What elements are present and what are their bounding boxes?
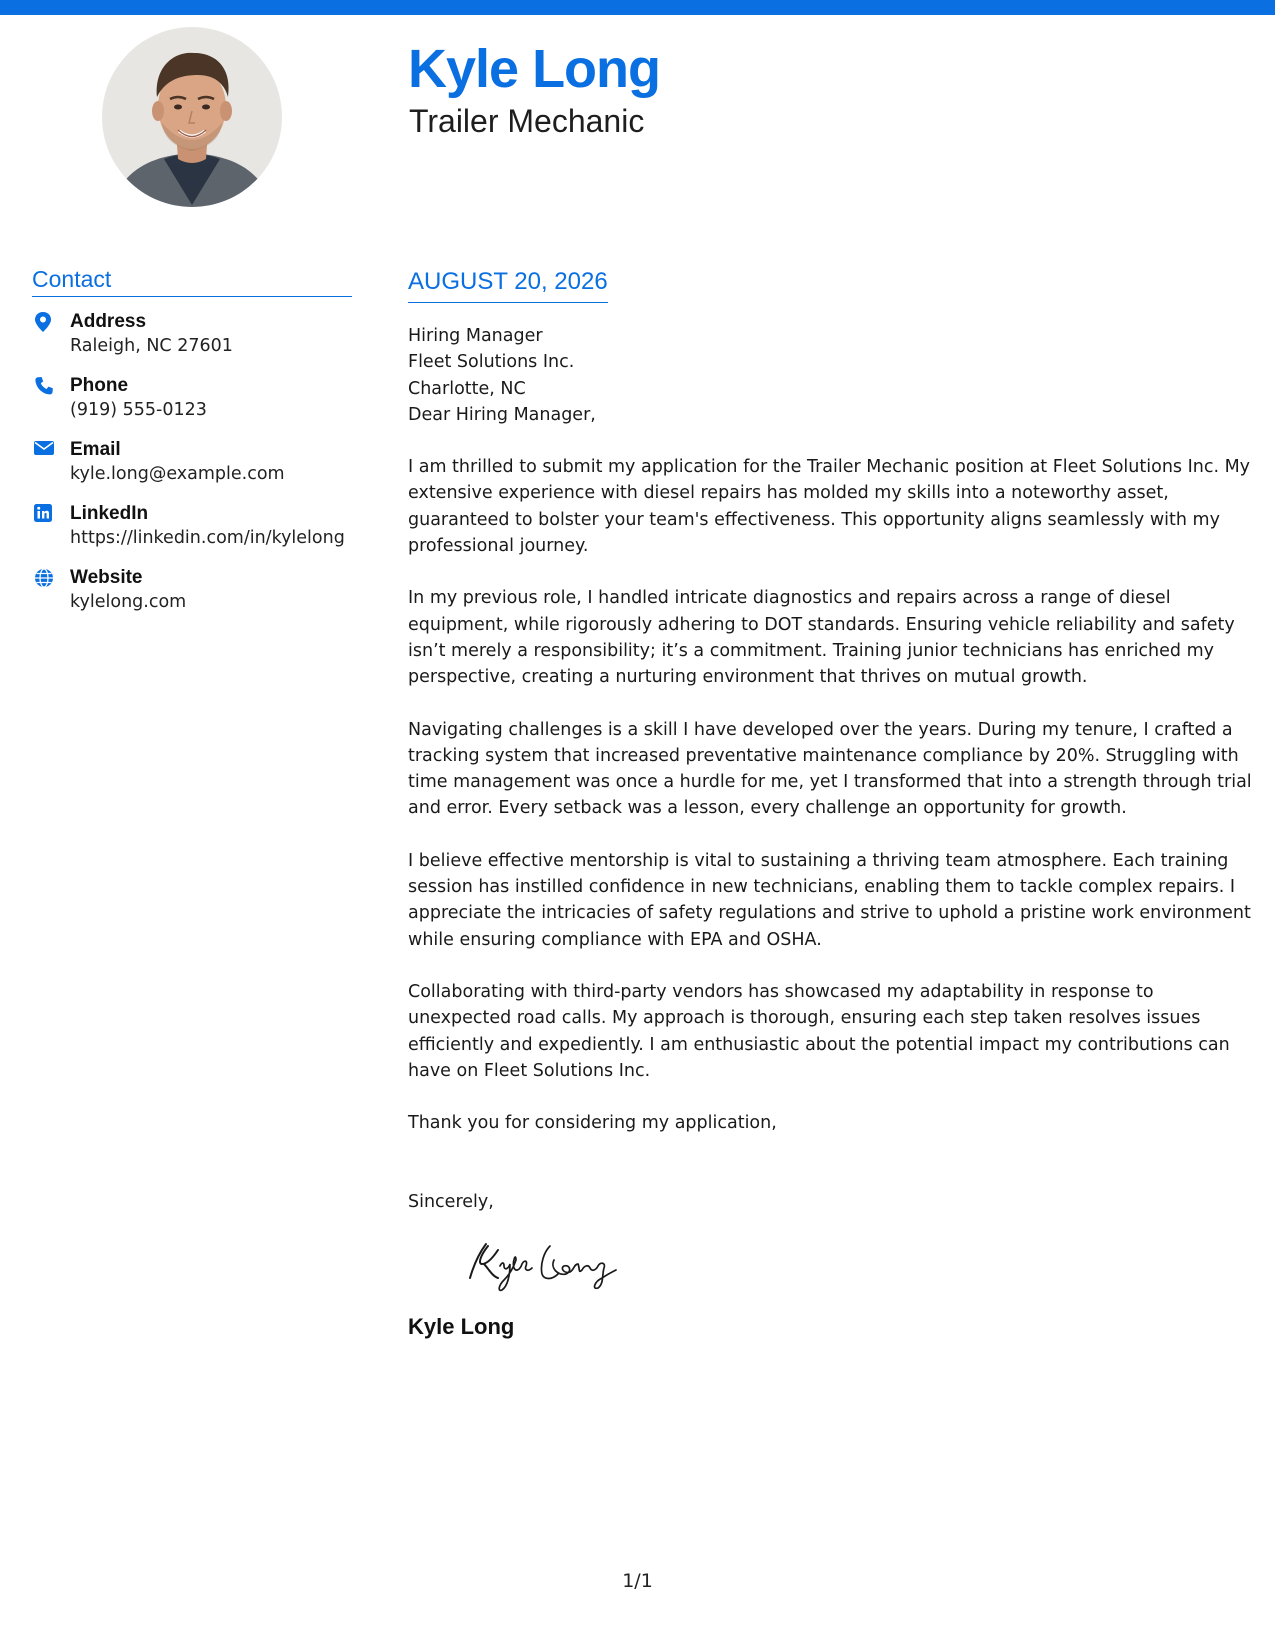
contact-value: Raleigh, NC 27601 — [70, 336, 233, 356]
salutation: Dear Hiring Manager, — [408, 404, 596, 425]
letter-date: AUGUST 20, 2026 — [408, 268, 608, 303]
contact-label: Website — [70, 567, 143, 588]
phone-icon — [32, 374, 70, 423]
recipient-line: Hiring Manager — [408, 326, 543, 346]
contact-linkedin — [32, 502, 352, 551]
applicant-name: Kyle Long — [408, 39, 661, 99]
linkedin-icon — [32, 502, 70, 551]
contact-sidebar — [32, 266, 352, 630]
signer-name: Kyle Long — [408, 1313, 515, 1339]
job-title: Trailer Mechanic — [409, 103, 645, 139]
body-paragraph: Navigating challenges is a skill I have developed over the years. During my tenure, I crafted a tracking system that increased preventative maintenance compliance by 20%. Struggling with time management was once a hurdle for me, yet I transformed that into a strength through trial and error. Every setback was a lesson, every challenge an opportunity for growth. — [408, 719, 1252, 819]
recipient-line: Charlotte, NC — [408, 378, 526, 399]
contact-value[interactable]: kylelong.com — [70, 592, 187, 612]
closing-line: Thank you for considering my application, — [408, 1113, 777, 1134]
sign-off: Sincerely, — [408, 1192, 494, 1213]
contact-website — [32, 566, 352, 615]
contact-heading: Contact — [32, 266, 352, 297]
contact-email — [32, 438, 352, 487]
map-pin-icon — [32, 310, 70, 359]
recipient-block — [408, 323, 1258, 402]
body-paragraph: I believe effective mentorship is vital to sustaining a thriving team atmosphere. Each training session has instilled confidence in new technicians, enabling them to tackle complex repairs. I appreciate the intricacies of safety regulations and strive to uphold a pristine work environment while ensuring compliance with EPA and OSHA. — [408, 850, 1251, 950]
contact-list — [32, 310, 352, 615]
recipient-line: Fleet Solutions Inc. — [408, 352, 575, 373]
contact-value[interactable]: https://linkedin.com/in/kylelong — [70, 528, 345, 548]
handwritten-signature — [458, 1234, 1258, 1294]
contact-label: Phone — [70, 375, 129, 396]
globe-icon — [32, 566, 70, 615]
contact-address — [32, 310, 352, 359]
contact-value[interactable]: kyle.long@example.com — [70, 464, 285, 484]
contact-label: Email — [70, 439, 121, 460]
contact-value: (919) 555-0123 — [70, 400, 207, 420]
top-accent-bar — [0, 0, 1275, 15]
contact-label: Address — [70, 311, 147, 332]
contact-phone — [32, 374, 352, 423]
email-icon — [32, 438, 70, 487]
body-paragraph: In my previous role, I handled intricate diagnostics and repairs across a range of diesel equipment, while rigorously adhering to DOT standards. Ensuring vehicle reliability and safety isn’t merely a responsibility; it’s a commitment. Training junior technicians has enriched my perspective, creating a nurturing environment that thrives on mutual growth. — [408, 588, 1235, 688]
body-paragraph: I am thrilled to submit my application for the Trailer Mechanic position at Fleet Solutions Inc. My extensive experience with diesel repairs has molded my skills into a noteworthy asset, guaranteed to bolster your team's effectiveness. This opportunity aligns seamlessly with my professional journey. — [408, 457, 1251, 557]
letter-body — [408, 268, 1258, 1340]
profile-photo — [102, 27, 282, 207]
page-number: 1/1 — [622, 1570, 653, 1592]
body-paragraph: Collaborating with third-party vendors has showcased my adaptability in response to unexpected road calls. My approach is thorough, ensuring each step taken resolves issues efficiently and expediently. I am enthusiastic about the potential impact my contributions can have on Fleet Solutions Inc. — [408, 981, 1230, 1081]
contact-label: LinkedIn — [70, 503, 149, 524]
